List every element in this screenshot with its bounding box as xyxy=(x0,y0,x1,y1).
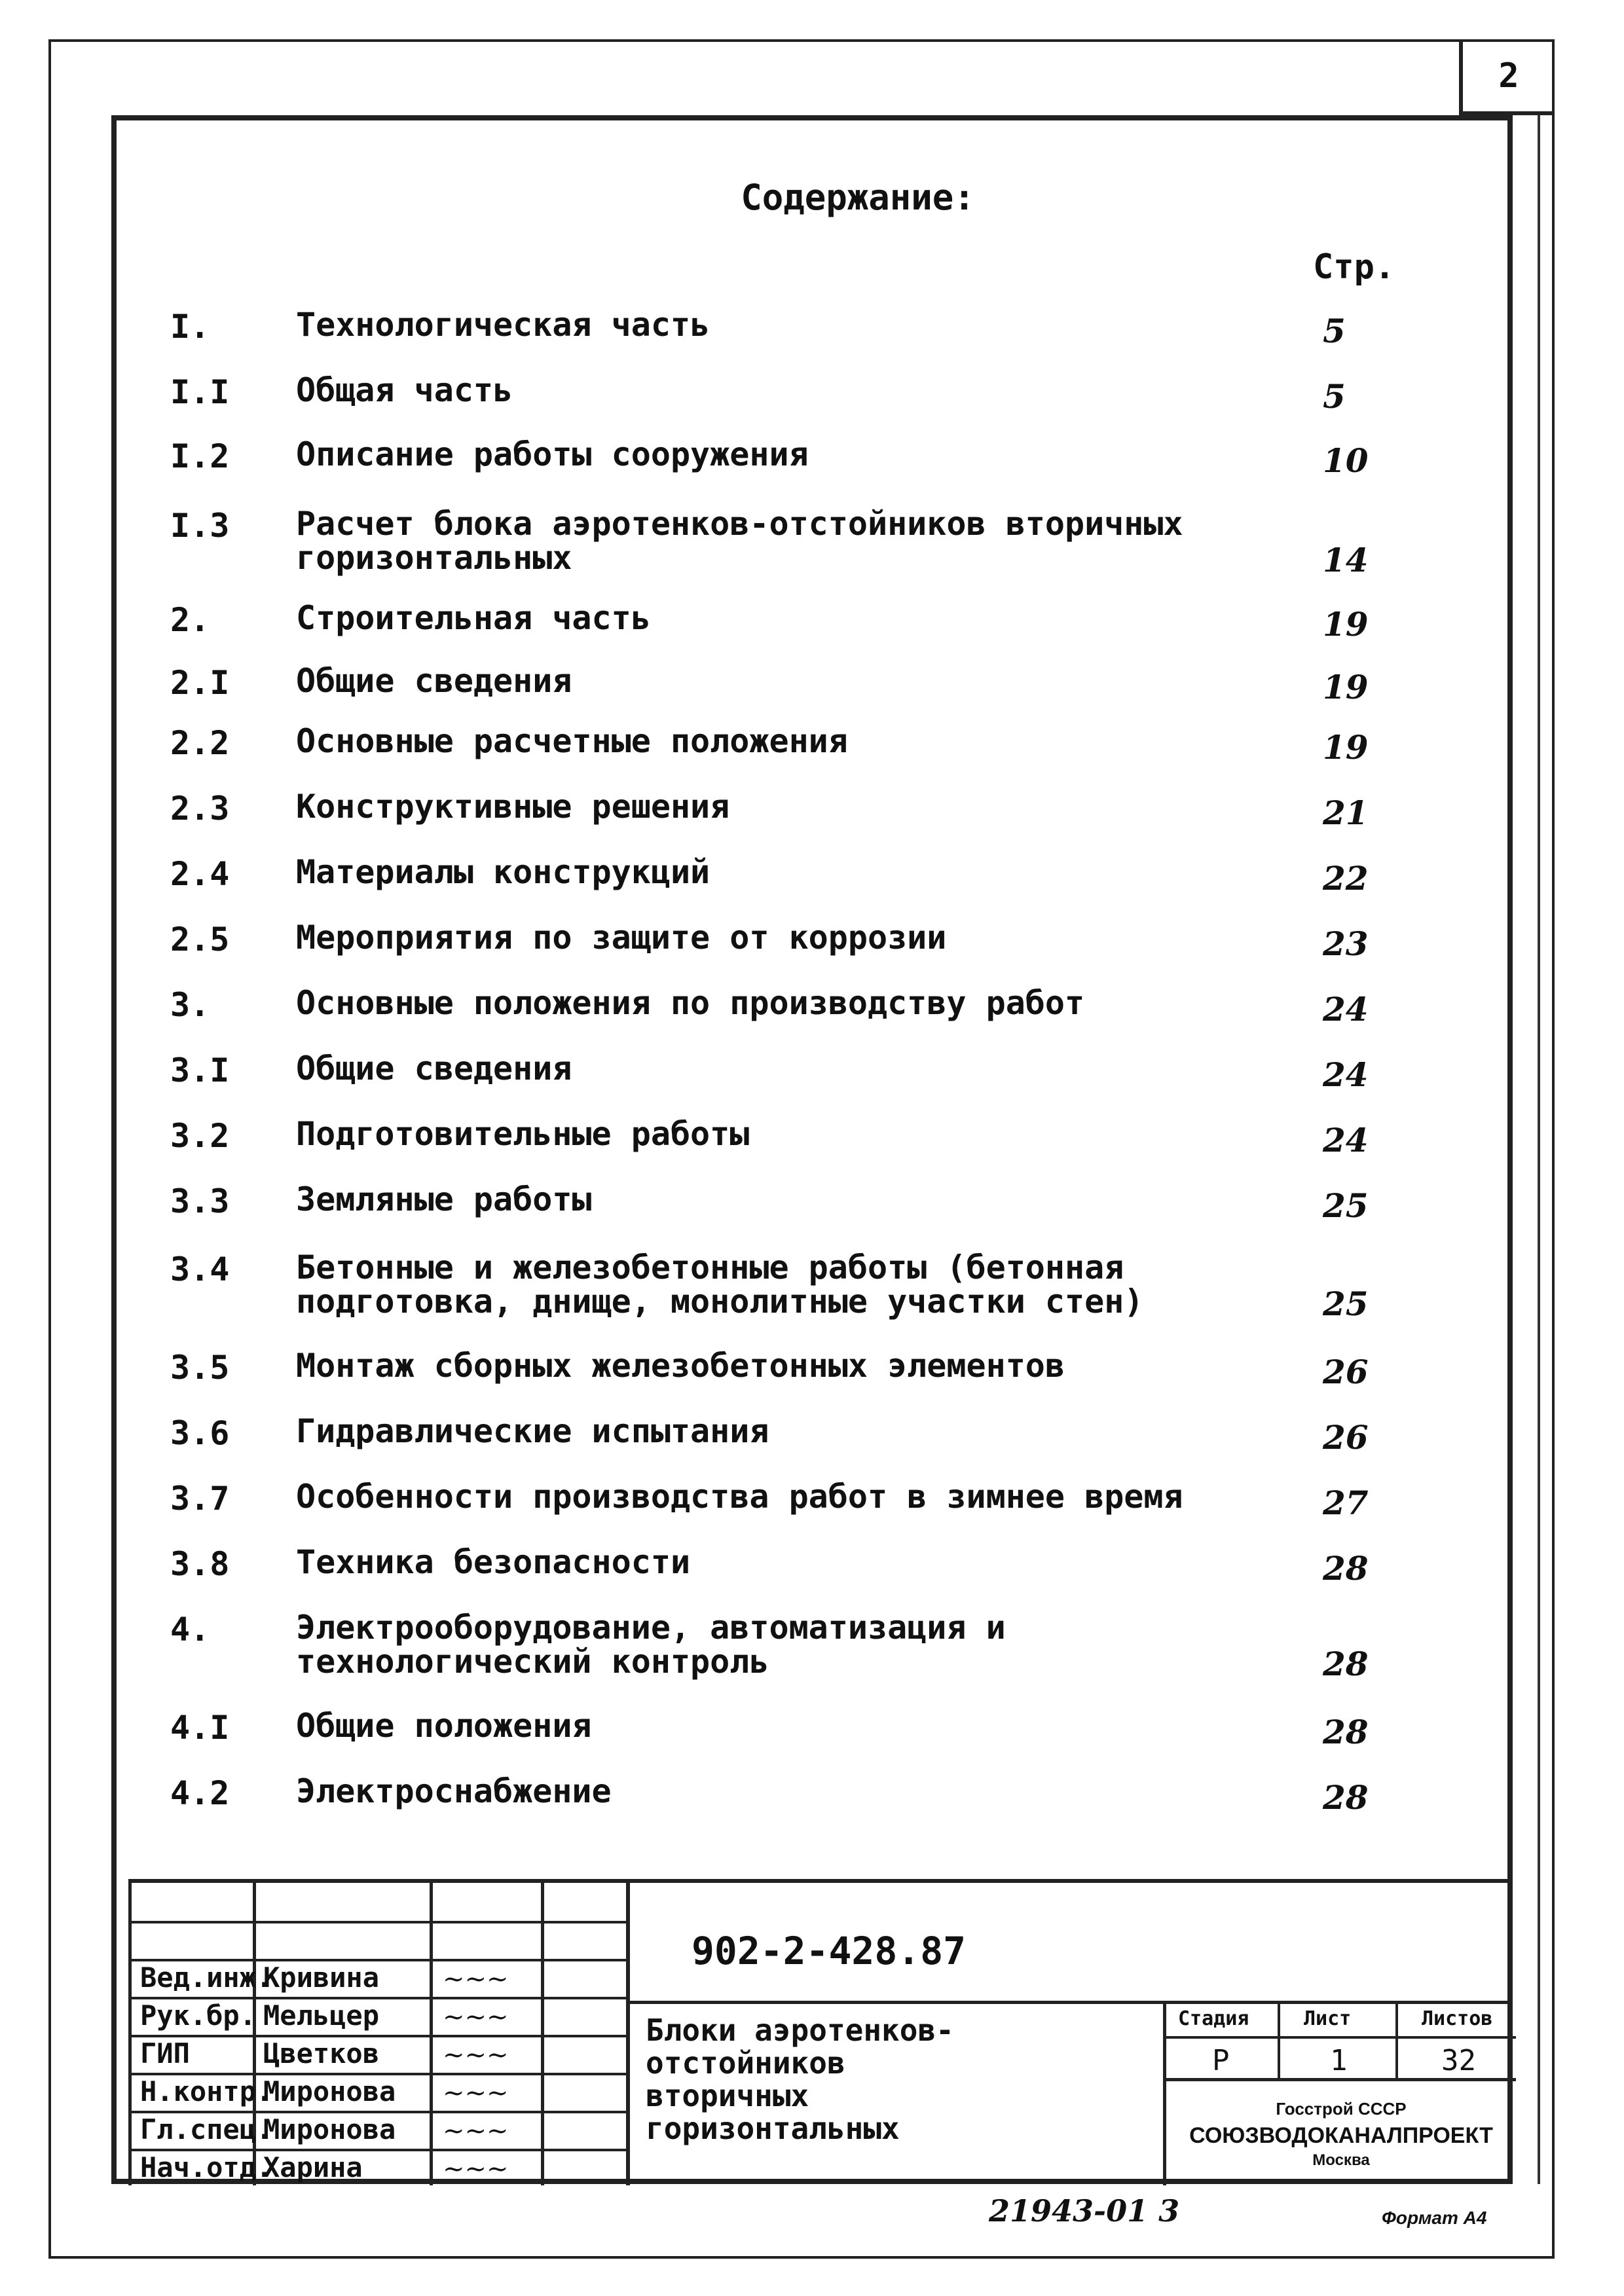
toc-number: 2.5 xyxy=(170,920,230,958)
toc-number: I.I xyxy=(170,373,230,411)
signature-mark: ~~~ xyxy=(443,1964,509,1994)
toc-page: 22 xyxy=(1323,859,1369,898)
org-name: СОЮЗВОДОКАНАЛПРОЕКТ xyxy=(1189,2123,1493,2148)
toc-page: 28 xyxy=(1323,1778,1369,1817)
signature-mark: ~~~ xyxy=(443,2116,509,2146)
signature-name: Миронова xyxy=(263,2113,396,2145)
toc-page: 5 xyxy=(1323,377,1346,416)
org-ministry: Госстрой СССР xyxy=(1276,2099,1407,2119)
signature-role: Гл.спец. xyxy=(140,2113,273,2145)
signature-mark: ~~~ xyxy=(443,2002,509,2032)
object-name: Блоки аэротенков-отстойников вторичных горизонтальных xyxy=(646,2013,954,2146)
toc-number: 3.3 xyxy=(170,1182,230,1220)
signature-mark: ~~~ xyxy=(443,2154,509,2184)
signature-role: ГИП xyxy=(140,2037,190,2069)
stage-value: Р xyxy=(1212,2044,1230,2077)
toc-title: Электрооборудование, автоматизация и технологический контроль xyxy=(296,1609,1006,1681)
toc-title: Техника безопасности xyxy=(296,1543,691,1581)
stage-label: Стадия xyxy=(1178,2007,1249,2030)
signature-role: Рук.бр. xyxy=(140,1999,257,2032)
toc-page: 24 xyxy=(1323,990,1369,1029)
toc-title: Земляные работы xyxy=(296,1180,592,1218)
toc-title: Бетонные и железобетонные работы (бетонная подготовка, днище, монолитные участки стен) xyxy=(296,1248,1144,1321)
toc-number: 4.2 xyxy=(170,1774,230,1812)
inventory-number: 21943-01 3 xyxy=(989,2193,1180,2229)
toc-title: Расчет блока аэротенков-отстойников вторичных горизонтальных xyxy=(296,505,1183,577)
toc-page: 19 xyxy=(1323,605,1369,644)
signature-role: Н.контр. xyxy=(140,2075,273,2107)
toc-page: 25 xyxy=(1323,1285,1369,1323)
signature-role: Вед.инж. xyxy=(140,1961,273,1994)
sheet-value: 1 xyxy=(1330,2044,1348,2077)
toc-title: Особенности производства работ в зимнее время xyxy=(296,1478,1183,1516)
format-label: Формат А4 xyxy=(1382,2208,1487,2228)
toc-page: 26 xyxy=(1323,1418,1369,1457)
stage-box xyxy=(1163,2001,1513,2185)
toc-number: 3. xyxy=(170,986,210,1024)
toc-number: 4.I xyxy=(170,1709,230,1747)
toc-title: Конструктивные решения xyxy=(296,788,730,826)
toc-title: Подготовительные работы xyxy=(296,1115,750,1153)
title-block xyxy=(128,1879,1513,2185)
toc-number: 3.7 xyxy=(170,1480,230,1518)
organization xyxy=(1166,2099,1516,2170)
toc-page: 28 xyxy=(1323,1713,1369,1751)
signature-mark: ~~~ xyxy=(443,2078,509,2108)
toc-number: 3.6 xyxy=(170,1414,230,1452)
toc-number: I. xyxy=(170,308,210,346)
toc-page: 14 xyxy=(1323,541,1369,579)
signature-grid xyxy=(128,1883,626,2185)
page-title: Содержание: xyxy=(741,177,975,218)
org-city: Москва xyxy=(1312,2151,1370,2169)
toc-number: 2.I xyxy=(170,664,230,702)
sheet-label: Лист xyxy=(1304,2007,1352,2030)
toc-title: Технологическая часть xyxy=(296,306,710,344)
signature-name: Миронова xyxy=(263,2075,396,2107)
toc-page: 24 xyxy=(1323,1055,1369,1094)
toc-number: 4. xyxy=(170,1611,210,1649)
toc-title: Основные расчетные положения xyxy=(296,722,848,760)
toc-title: Гидравлические испытания xyxy=(296,1412,769,1450)
toc-number: 2.2 xyxy=(170,724,230,762)
toc-page: 27 xyxy=(1323,1484,1369,1522)
sheet-number: 2 xyxy=(1459,41,1555,115)
toc-number: 3.8 xyxy=(170,1545,230,1583)
toc-title: Основные положения по производству работ xyxy=(296,984,1085,1022)
toc-title: Общие сведения xyxy=(296,662,572,700)
signature-role: Нач.отд. xyxy=(140,2151,273,2183)
toc-number: 3.I xyxy=(170,1051,230,1089)
stamp-divider xyxy=(626,1883,630,2185)
toc-title: Мероприятия по защите от коррозии xyxy=(296,919,947,957)
toc-page: 25 xyxy=(1323,1186,1369,1225)
toc-page: 21 xyxy=(1323,793,1369,832)
sheets-label: Листов xyxy=(1422,2007,1493,2030)
toc-number: I.3 xyxy=(170,507,230,545)
toc-number: I.2 xyxy=(170,437,230,475)
toc-page: 5 xyxy=(1323,312,1346,350)
toc-title: Электроснабжение xyxy=(296,1772,612,1810)
signature-name: Харина xyxy=(263,2151,363,2183)
signature-name: Кривина xyxy=(263,1961,380,1994)
document-code: 902-2-428.87 xyxy=(692,1929,967,1973)
toc-title: Общие сведения xyxy=(296,1049,572,1087)
frame-line xyxy=(1538,115,1540,2184)
toc-page: 19 xyxy=(1323,728,1369,767)
toc-number: 3.2 xyxy=(170,1117,230,1155)
signature-name: Мельцер xyxy=(263,1999,380,2032)
toc-title: Монтаж сборных железобетонных элементов xyxy=(296,1347,1065,1385)
toc-page: 26 xyxy=(1323,1353,1369,1391)
toc-title: Описание работы сооружения xyxy=(296,435,809,473)
signature-mark: ~~~ xyxy=(443,2040,509,2070)
signature-name: Цветков xyxy=(263,2037,380,2069)
toc-number: 2.4 xyxy=(170,855,230,893)
toc-number: 3.4 xyxy=(170,1250,230,1288)
toc-page: 19 xyxy=(1323,668,1369,706)
toc-number: 2. xyxy=(170,601,210,639)
page-column-header: Стр. xyxy=(1313,247,1395,287)
toc-number: 3.5 xyxy=(170,1349,230,1387)
toc-title: Общие положения xyxy=(296,1707,592,1745)
toc-page: 28 xyxy=(1323,1549,1369,1588)
sheets-value: 32 xyxy=(1441,2044,1476,2077)
toc-title: Строительная часть xyxy=(296,599,651,637)
toc-number: 2.3 xyxy=(170,790,230,828)
toc-title: Общая часть xyxy=(296,371,513,409)
toc-page: 23 xyxy=(1323,924,1369,963)
toc-page: 24 xyxy=(1323,1121,1369,1159)
toc-page: 28 xyxy=(1323,1645,1369,1683)
toc-page: 10 xyxy=(1323,441,1369,480)
toc-title: Материалы конструкций xyxy=(296,853,710,891)
